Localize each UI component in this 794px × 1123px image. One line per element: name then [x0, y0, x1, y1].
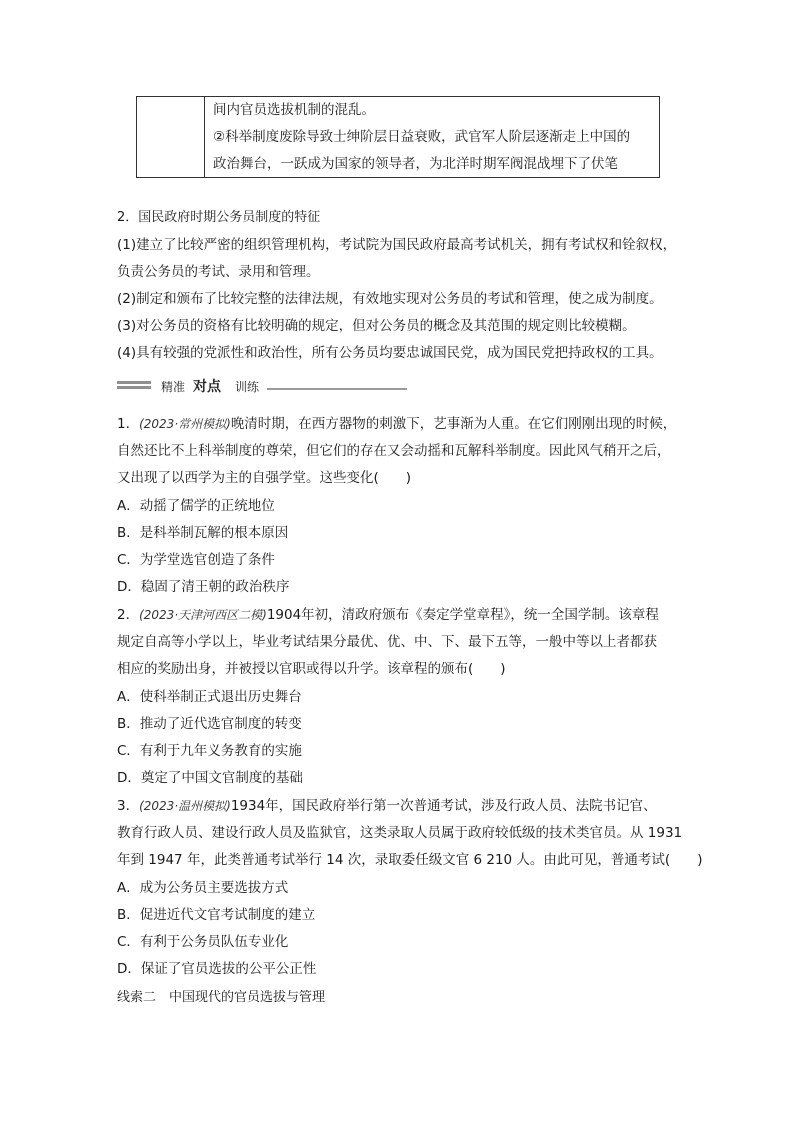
section-line: (3)对公务员的资格有比较明确的规定，但对公务员的概念及其范围的规定则比较模糊。: [117, 318, 636, 334]
banner-word: 训练: [235, 380, 260, 394]
option-a[interactable]: A．成为公务员主要选拔方式: [117, 880, 289, 896]
question-number: 1．: [117, 416, 140, 432]
question-line: 规定自高等小学以上，毕业考试结果分最优、优、中、下、最下五等，一般中等以上者都获: [117, 634, 657, 650]
option-d[interactable]: D．稳固了清王朝的政治秩序: [117, 579, 290, 595]
table-line: 政治舞台，一跃成为国家的领导者，为北洋时期军阀混战埋下了伏笔: [213, 156, 618, 172]
table-left-cell: [137, 97, 205, 177]
banner-rule: [267, 388, 407, 390]
question-line: 相应的奖励出身，并被授以官职或得以升学。该章程的颁布( ): [117, 661, 506, 677]
option-b[interactable]: B．推动了近代选官制度的转变: [117, 716, 302, 732]
banner-word: 精准: [161, 380, 186, 394]
option-c[interactable]: C．有利于公务员队伍专业化: [117, 934, 289, 950]
option-c[interactable]: C．有利于九年义务教育的实施: [117, 743, 302, 759]
table-line: ②科举制度废除导致士绅阶层日益衰败，武官军人阶层逐渐走上中国的: [213, 129, 631, 145]
question-line: 又出现了以西学为主的自强学堂。这些变化( ): [117, 470, 412, 486]
section-line: (4)具有较强的党派性和政治性，所有公务员均要忠诚国民党，成为国民党把持政权的工具。: [117, 345, 663, 361]
question-number: 2．: [117, 607, 140, 623]
question-line: [117, 794, 682, 814]
section-line: (2)制定和颁布了比较完整的法律法规，有效地实现对公务员的考试和管理，使之成为制度。: [117, 291, 663, 307]
continued-table: [136, 96, 660, 178]
question-number: 3．: [117, 798, 140, 814]
question-source: (2023·常州模拟): [139, 417, 231, 431]
table-right-cell: [205, 97, 659, 177]
question-line: 年到 1947 年，此类普通考试举行 14 次，录取委任级文官 6 210 人。由此可见，普通考试( ): [117, 852, 703, 868]
section-title: 2．国民政府时期公务员制度的特征: [117, 210, 321, 225]
option-b[interactable]: B．是科举制瓦解的根本原因: [117, 525, 289, 541]
question-line: [117, 603, 682, 623]
option-a[interactable]: A．使科举制正式退出历史舞台: [117, 689, 302, 705]
option-d[interactable]: D．保证了官员选拔的公平公正性: [117, 961, 317, 977]
option-d[interactable]: D．奠定了中国文官制度的基础: [117, 770, 303, 786]
section-line: 负责公务员的考试、录用和管理。: [117, 264, 320, 280]
option-a[interactable]: A．动摇了儒学的正统地位: [117, 498, 275, 514]
option-c[interactable]: C．为学堂选官创造了条件: [117, 552, 275, 568]
clue-heading: 线索二 中国现代的官员选拔与管理: [117, 990, 326, 1005]
question-text: 1934年，国民政府举行第一次普通考试，涉及行政人员、法院书记官、: [230, 798, 657, 814]
table-line: 间内官员选拔机制的混乱。: [213, 102, 375, 118]
section-line: (1)建立了比较严密的组织管理机构，考试院为国民政府最高考试机关，拥有考试权和铨叙权，: [117, 237, 677, 253]
banner-word-bold: 对点: [193, 379, 221, 395]
question-line: 教育行政人员、建设行政人员及监狱官，这类录取人员属于政府较低级的技术类官员。从 1931: [117, 825, 683, 841]
question-text: 晚清时期，在西方器物的刺激下，艺事渐为人重。在它们刚刚出现的时候，: [230, 416, 677, 432]
question-line: 自然还比不上科举制度的尊荣，但它们的存在又会动摇和瓦解科举制度。因此风气稍开之后，: [117, 443, 671, 459]
practice-banner: [117, 378, 407, 396]
question-source: (2023·天津河西区二模): [139, 608, 267, 622]
banner-stripes-icon: [117, 381, 151, 393]
option-b[interactable]: B．促进近代文官考试制度的建立: [117, 907, 316, 923]
question-line: [117, 412, 682, 432]
question-source: (2023·温州模拟): [139, 799, 231, 813]
question-text: 1904年初，清政府颁布《奏定学堂章程》，统一全国学制。该章程: [266, 607, 659, 623]
